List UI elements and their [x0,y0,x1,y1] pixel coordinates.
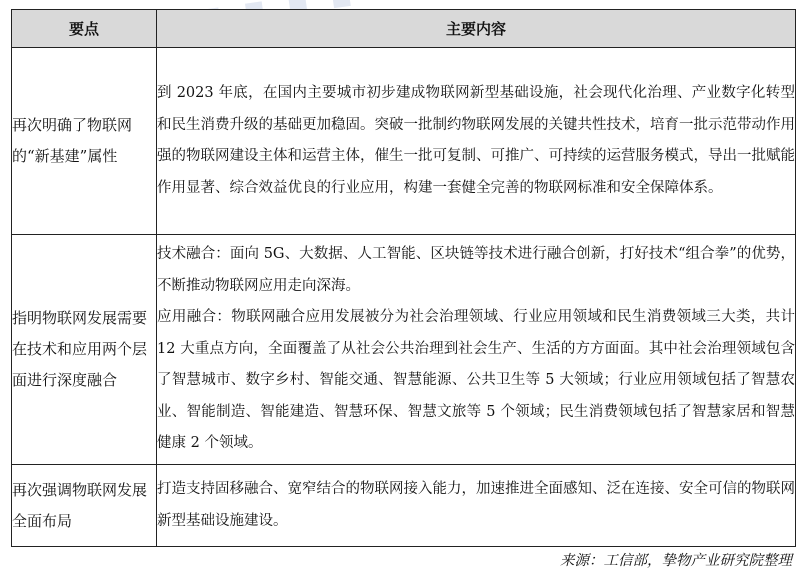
row-content [157,465,796,547]
content-paragraph: 到 2023 年底，在国内主要城市初步建成物联网新型基础设施，社会现代化治理、产业数字化转型和民生消费升级的基础更加稳固。突破一批制约物联网发展的关键共性技术，培育一批示范带动作用强的物联网建设主体和运营主体，催生一批可复制、可推广、可持续的运营服务模式，导出一批赋能作用显著、综合效益优良的行业应用，构建一套健全完善的物联网标准和安全保障体系。 [157,85,795,196]
table-row [12,48,796,235]
content-paragraph: 打造支持固移融合、宽窄结合的物联网接入能力，加速推进全面感知、泛在连接、安全可信的物联网新型基础设施建设。 [157,481,795,529]
header-content: 主要内容 [157,10,796,48]
table-header-row [12,10,796,48]
row-key: 指明物联网发展需要在技术和应用两个层面进行深度融合 [12,235,157,465]
row-key: 再次强调物联网发展全面布局 [12,465,157,547]
row-content [157,48,796,235]
table-row [12,235,796,465]
source-caption: 来源：工信部，挚物产业研究院整理 [560,553,792,569]
content-paragraph: 应用融合：物联网融合应用发展被分为社会治理领域、行业应用领域和民生消费领域三大类，共计 12 大重点方向，全面覆盖了从社会公共治理到社会生产、生活的方方面面。其中社会治理领域包含了智慧城市、数字乡村、智能交通、智慧能源、公共卫生等 5 大领域；行业应用领域包括了智慧农业、智能制造、智能建造、智慧环保、智慧文旅等 5 个领域；民生消费领域包括了智慧家居和智慧健康 2 个领域。 [157,309,795,452]
header-key: 要点 [12,10,157,48]
content-paragraph: 技术融合：面向 5G、大数据、人工智能、区块链等技术进行融合创新，打好技术“组合拳”的优势，不断推动物联网应用走向深海。 [157,246,795,294]
table-row [12,465,796,547]
row-content [157,235,796,465]
summary-table [11,9,796,547]
row-key: 再次明确了物联网的“新基建”属性 [12,48,157,235]
